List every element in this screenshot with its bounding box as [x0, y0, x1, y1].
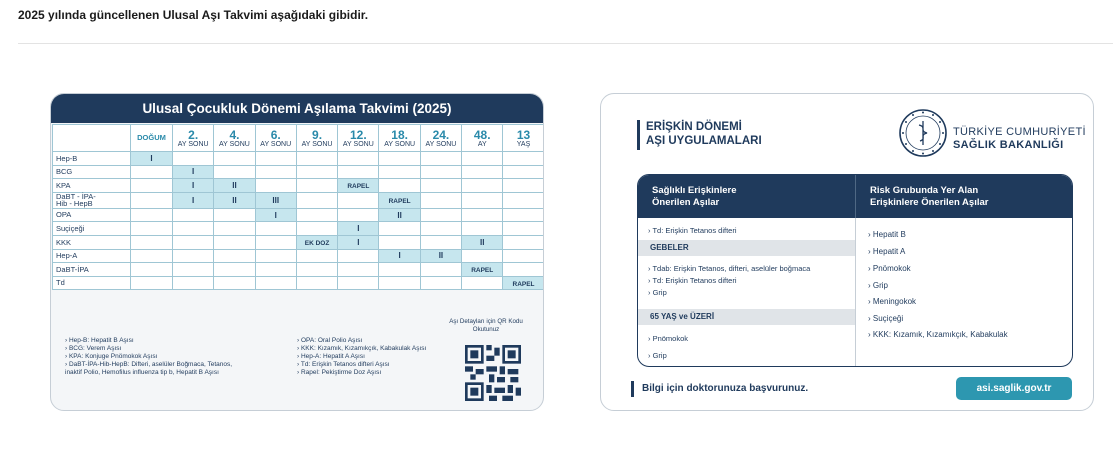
child-schedule-card: [50, 93, 544, 411]
dose-cell: [255, 208, 296, 222]
empty-cell: [379, 222, 420, 236]
ministry-emblem-icon: [898, 108, 948, 158]
empty-cell: [255, 235, 296, 249]
empty-cell: [379, 263, 420, 277]
empty-cell: [214, 222, 255, 236]
empty-cell: [214, 152, 255, 166]
empty-cell: [420, 235, 461, 249]
empty-cell: [420, 192, 461, 208]
adult-vaccine-panel: [637, 174, 1073, 367]
section-65-plus: 65 YAŞ ve ÜZERİ: [638, 309, 855, 325]
title-accent-bar: [637, 120, 640, 150]
list-item: › Pnömokok: [648, 334, 689, 343]
empty-cell: [296, 165, 337, 179]
list-item: › Suçiçeği: [868, 314, 904, 323]
panel-divider: [855, 218, 856, 367]
list-item: › Grip: [868, 281, 888, 290]
column-header: 48. AY: [462, 125, 503, 152]
empty-cell: [338, 165, 379, 179]
table-row: [53, 222, 545, 236]
empty-cell: [420, 208, 461, 222]
dose-label: I: [150, 153, 153, 163]
table-row: [53, 249, 545, 263]
empty-cell: [131, 249, 173, 263]
empty-cell: [503, 235, 544, 249]
column-header: 9. AY SONU: [296, 125, 337, 152]
dose-label: II: [480, 237, 485, 247]
vaccine-name-cell: Hep-B: [53, 152, 131, 166]
note-line: › OPA: Oral Polio Aşısı: [297, 337, 363, 344]
list-item: › Grip: [648, 351, 667, 360]
empty-cell: [503, 165, 544, 179]
note-line: › Rapel: Pekiştirme Doz Aşısı: [297, 369, 382, 376]
empty-cell: [420, 222, 461, 236]
note-line: › BCG: Verem Aşısı: [65, 345, 122, 352]
dose-cell: [296, 235, 337, 249]
empty-cell: [420, 179, 461, 193]
adult-vaccination-card: [600, 93, 1094, 411]
vaccine-name-cell: Suçiçeği: [53, 222, 131, 236]
column-header: 13 YAŞ: [503, 125, 544, 152]
empty-cell: [255, 222, 296, 236]
list-item: › Td: Erişkin Tetanos difteri: [648, 276, 737, 285]
child-schedule-title: Ulusal Çocukluk Dönemi Aşılama Takvimi (2025): [51, 94, 543, 123]
empty-cell: [255, 179, 296, 193]
empty-cell: [462, 208, 503, 222]
empty-cell: [173, 263, 214, 277]
dose-cell: [173, 179, 214, 193]
empty-cell: [503, 208, 544, 222]
note-line: › Td: Erişkin Tetanos difteri Aşısı: [297, 361, 390, 368]
empty-cell: [173, 276, 214, 290]
vaccine-header-cell: [53, 125, 131, 152]
dose-cell: [131, 152, 173, 166]
empty-cell: [503, 179, 544, 193]
table-row: [53, 276, 545, 290]
empty-cell: [420, 152, 461, 166]
empty-cell: [131, 208, 173, 222]
note-line: inaktif Polio, Hemofilus influenza tip b, Hepatit B Aşısı: [65, 369, 219, 376]
column-header: 12. AY SONU: [338, 125, 379, 152]
healthy-adults-header: Sağlıklı Erişkinlere Önerilen Aşılar: [638, 175, 855, 218]
dose-label: EK DOZ: [304, 239, 330, 247]
empty-cell: [131, 276, 173, 290]
table-row: [53, 263, 545, 277]
section-pregnant: GEBELER: [638, 240, 855, 256]
empty-cell: [255, 276, 296, 290]
dose-label: II: [397, 210, 402, 220]
empty-cell: [173, 152, 214, 166]
vaccine-name-cell: DaBT-İPA: [53, 263, 131, 277]
dose-cell: [462, 235, 503, 249]
empty-cell: [379, 235, 420, 249]
footer-accent-bar: [631, 381, 634, 397]
dose-label: I: [274, 210, 277, 220]
empty-cell: [338, 249, 379, 263]
list-item: › KKK: Kızamık, Kızamıkçık, Kabakulak: [868, 330, 1008, 339]
dose-cell: [420, 249, 461, 263]
list-item: › Pnömokok: [868, 264, 911, 273]
dose-label: RAPEL: [347, 182, 370, 190]
dose-label: I: [357, 224, 360, 234]
qr-code-icon: [465, 345, 521, 401]
empty-cell: [214, 165, 255, 179]
dose-cell: [379, 208, 420, 222]
empty-cell: [379, 179, 420, 193]
ministry-name-line1: TÜRKİYE CUMHURİYETİ: [953, 126, 1086, 138]
doctor-advice-note: Bilgi için doktorunuza başvurunuz.: [642, 383, 809, 394]
empty-cell: [131, 192, 173, 208]
empty-cell: [131, 222, 173, 236]
empty-cell: [296, 222, 337, 236]
empty-cell: [214, 263, 255, 277]
empty-cell: [338, 152, 379, 166]
dose-label: RAPEL: [512, 280, 535, 288]
schedule-header-row: [53, 125, 545, 152]
empty-cell: [255, 263, 296, 277]
dose-cell: [214, 179, 255, 193]
list-item: › Td: Erişkin Tetanos difteri: [648, 226, 737, 235]
empty-cell: [462, 152, 503, 166]
column-birth: DOĞUM: [131, 125, 173, 152]
empty-cell: [338, 192, 379, 208]
page-headline: 2025 yılında güncellenen Ulusal Aşı Takvimi aşağıdaki gibidir.: [18, 8, 369, 22]
ministry-name-line2: SAĞLIK BAKANLIĞI: [953, 139, 1064, 151]
vaccine-name-cell: KKK: [53, 235, 131, 249]
empty-cell: [379, 165, 420, 179]
empty-cell: [379, 276, 420, 290]
adult-card-title: ERİŞKİN DÖNEMİ AŞI UYGULAMALARI: [646, 121, 762, 147]
empty-cell: [296, 192, 337, 208]
empty-cell: [338, 276, 379, 290]
empty-cell: [173, 249, 214, 263]
empty-cell: [462, 249, 503, 263]
dose-cell: [379, 249, 420, 263]
table-row: [53, 179, 545, 193]
table-row: [53, 208, 545, 222]
abbreviation-notes-right: [297, 337, 426, 377]
empty-cell: [296, 208, 337, 222]
note-line: › KPA: Konjuge Pnömokok Aşısı: [65, 353, 158, 360]
dose-cell: [338, 222, 379, 236]
dose-label: II: [232, 180, 237, 190]
empty-cell: [296, 263, 337, 277]
vaccine-name-cell: DaBT - İPA- Hib - HepB: [53, 192, 131, 208]
note-line: › KKK: Kızamık, Kızamıkçık, Kabakulak Aşısı: [297, 345, 427, 352]
empty-cell: [255, 165, 296, 179]
dose-label: II: [438, 251, 444, 261]
empty-cell: [420, 165, 461, 179]
dose-label: III: [272, 195, 280, 205]
dose-cell: [255, 192, 296, 208]
empty-cell: [503, 263, 544, 277]
child-schedule-table: [52, 124, 544, 290]
dose-cell: [214, 192, 255, 208]
empty-cell: [214, 208, 255, 222]
empty-cell: [503, 222, 544, 236]
column-header: 2. AY SONU: [173, 125, 214, 152]
empty-cell: [420, 263, 461, 277]
dose-label: RAPEL: [471, 266, 494, 274]
dose-label: I: [192, 167, 195, 177]
empty-cell: [296, 179, 337, 193]
vaccine-name-cell: Hep-A: [53, 249, 131, 263]
empty-cell: [296, 249, 337, 263]
empty-cell: [338, 208, 379, 222]
empty-cell: [214, 276, 255, 290]
empty-cell: [503, 192, 544, 208]
vaccine-name-cell: Td: [53, 276, 131, 290]
list-item: › Hepatit B: [868, 230, 906, 239]
table-row: [53, 235, 545, 249]
empty-cell: [255, 249, 296, 263]
divider: [18, 43, 1113, 44]
note-line: › DaBT-İPA-Hib-HepB: Difteri, aselüler Boğmaca, Tetanos,: [65, 361, 233, 368]
empty-cell: [462, 192, 503, 208]
empty-cell: [420, 276, 461, 290]
empty-cell: [503, 249, 544, 263]
dose-label: I: [357, 237, 360, 247]
note-line: › Hep-A: Hepatit A Aşısı: [297, 353, 365, 360]
vaccine-name-cell: BCG: [53, 165, 131, 179]
dose-cell: [338, 179, 379, 193]
dose-cell: [379, 192, 420, 208]
dose-cell: [503, 276, 544, 290]
empty-cell: [173, 208, 214, 222]
empty-cell: [503, 152, 544, 166]
dose-label: I: [192, 195, 195, 205]
website-link-button[interactable]: asi.saglik.gov.tr: [956, 377, 1072, 400]
note-line: › Hep-B: Hepatit B Aşısı: [65, 337, 134, 344]
dose-label: I: [192, 180, 195, 190]
dose-cell: [462, 263, 503, 277]
empty-cell: [379, 152, 420, 166]
column-header: 24. AY SONU: [420, 125, 461, 152]
empty-cell: [131, 263, 173, 277]
table-row: [53, 152, 545, 166]
empty-cell: [214, 249, 255, 263]
dose-cell: [338, 235, 379, 249]
empty-cell: [462, 179, 503, 193]
empty-cell: [462, 276, 503, 290]
column-header: 4. AY SONU: [214, 125, 255, 152]
empty-cell: [462, 165, 503, 179]
list-item: › Hepatit A: [868, 247, 906, 256]
empty-cell: [296, 276, 337, 290]
list-item: › Grip: [648, 288, 667, 297]
qr-caption: Aşı Detayları için QR Kodu Okutunuz: [449, 318, 523, 333]
column-header: 6. AY SONU: [255, 125, 296, 152]
empty-cell: [338, 263, 379, 277]
table-row: [53, 192, 545, 208]
empty-cell: [255, 152, 296, 166]
empty-cell: [214, 235, 255, 249]
empty-cell: [173, 235, 214, 249]
list-item: › Tdab: Erişkin Tetanos, difteri, aselüler boğmaca: [648, 264, 811, 273]
empty-cell: [296, 152, 337, 166]
risk-group-header: Risk Grubunda Yer Alan Erişkinlere Önerilen Aşılar: [855, 175, 1073, 218]
empty-cell: [131, 179, 173, 193]
empty-cell: [173, 222, 214, 236]
dose-label: II: [232, 195, 237, 205]
dose-cell: [173, 165, 214, 179]
empty-cell: [462, 222, 503, 236]
table-row: [53, 165, 545, 179]
abbreviation-notes-left: [65, 337, 232, 377]
dose-label: I: [398, 251, 401, 261]
list-item: › Meningokok: [868, 297, 917, 306]
vaccine-name-cell: KPA: [53, 179, 131, 193]
vaccine-name-cell: OPA: [53, 208, 131, 222]
empty-cell: [131, 235, 173, 249]
dose-cell: [173, 192, 214, 208]
empty-cell: [131, 165, 173, 179]
column-header: 18. AY SONU: [379, 125, 420, 152]
dose-label: RAPEL: [388, 197, 411, 205]
